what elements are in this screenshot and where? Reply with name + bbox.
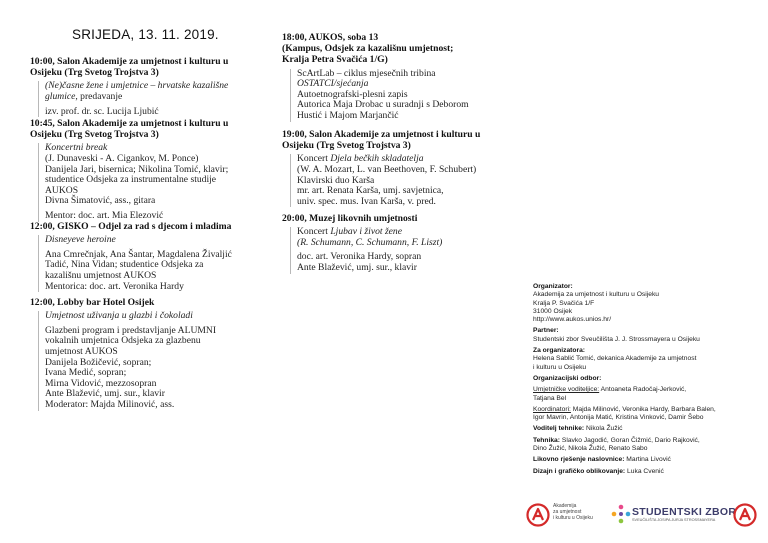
graphic-design-label: Dizajn i grafičko oblikovanje: <box>533 467 626 475</box>
event-details: Koncertni break (J. Dunaveski - A. Cigankov, M. Ponce) Danijela Jari, bisernica; Nikolina Tomić, klavir; studentice Odsjeka za instrumentalne studije AUKOS Divna Šimatović, ass., gitara Mentor: doc. art. Mia Elezović <box>38 143 258 221</box>
event-1900-salon <box>282 129 510 207</box>
event-details: (Ne)časne žene i umjetnice – hrvatske kazališne glumice, predavanje izv. prof. dr. sc. Lucija Ljubić <box>38 81 258 117</box>
concert-title-line: Koncert Ljubav i život žene <box>297 226 402 238</box>
concert-title-line: Koncert Djela bečkih skladatelja <box>297 153 424 165</box>
event-details: Umjetnost uživanja u glazbi i čokoladi Glazbeni program i predstavljanje ALUMNI vokalnih umjetnica Odsjeka za glazbenu umjetnost AUKOS Danijela Božičević, sopran; Ivana Medić, sopran; Mirna Vidović, mezzosopran Ante Blažević, umj. sur., klavir Moderator: Majda Milinović, ass. <box>38 311 258 410</box>
event-1045-salon <box>30 118 258 222</box>
event-2000-muzej <box>282 213 510 274</box>
event-heading: 10:45, Salon Akademije za umjetnost i kulturu u Osijeku (Trg Svetog Trojstva 3) <box>30 118 229 141</box>
day-title: SRIJEDA, 13. 11. 2019. <box>72 27 219 42</box>
event-heading: 20:00, Muzej likovnih umjetnosti <box>282 213 418 224</box>
tech-lead-label: Voditelj tehnike: <box>533 425 585 433</box>
partner-label: Partner: <box>533 327 559 335</box>
event-details: ScArtLab – ciklus mjesečnih tribina OSTATCI/sjećanja Autoetnografski-plesni zapis Autorica Maja Drobac u suradnji s Deborom Hustić i Majom Marjančić <box>290 69 510 122</box>
academy-logo-icon <box>526 503 550 527</box>
event-heading: 18:00, AUKOS, soba 13 (Kampus, Odsjek za kazališnu umjetnost; Kralja Petra Svačića 1/G) <box>282 32 454 66</box>
event-details: Disneyeve heroine Ana Cmrečnjak, Ana Šantar, Magdalena Živaljić Tadić, Nina Vidan; studentice Odsjeka za kazališnu umjetnost AUKOS Mentorica: doc. art. Veronika Hardy <box>38 235 258 292</box>
event-heading: 10:00, Salon Akademije za umjetnost i kulturu u Osijeku (Trg Svetog Trojstva 3) <box>30 56 229 79</box>
event-1200-lobby-bar <box>30 297 258 411</box>
event-details: Koncert Djela bečkih skladatelja (W. A. Mozart, L. van Beethoven, F. Schubert) Klavirski duo Karša mr. art. Renata Karša, umj. savjetnica, univ. spec. mus. Ivan Karša, v. pred. <box>290 154 510 207</box>
event-heading: 12:00, Lobby bar Hotel Osijek <box>30 297 155 308</box>
event-lecture-line: glumice, predavanje <box>45 91 123 102</box>
student-union-subtitle: SVEUČILIŠTA JOSIPA JURJA STROSSMAYERA <box>632 518 716 522</box>
credits-panel: Organizator: Akademija za umjetnost i kulturu u Osijeku Kralja P. Svačića 1/F 31000 Osijek http://www.aukos.unios.hr/ Partner: Studentski zbor Sveučilišta J. J. Strossmayera u Osijeku Za organizatora: Helena Sablić Tomić, dekanica Akademije za umjetnost i kulturu u Osijeku Organizacijski odbor: Umjetničke voditeljice: Antoaneta Radočaj-Jerković, Tatjana Bel Koordinatori: Majda Milinović, Veronika Hardy, Barbara Balen, Igor Mavrin, Antonija Matić, Kristina Vinković, Damir Šebo Voditelj tehnike: Nikola Žužić Tehnika: Slavko Jagodić, Goran Čižmić, Dario Rajković, Dino Žužić, Nikola Žužić, Renato Sabo Likovno rješenje naslovnice: Martina Livović Dizajn i grafičko oblikovanje: Luka Cvenić <box>533 283 763 479</box>
academy-logo-text: Akademija za umjetnost i kulturu u Osijeku <box>553 503 593 521</box>
website-link: http://www.aukos.unios.hr/ <box>533 316 612 324</box>
for-organizer-label: Za organizatora: <box>533 347 586 355</box>
event-heading: 19:00, Salon Akademije za umjetnost i kulturu u Osijeku (Trg Svetog Trojstva 3) <box>282 129 481 152</box>
event-details: Koncert Ljubav i život žene (R. Schumann, C. Schumann, F. Liszt) doc. art. Veronika Hardy, sopran Ante Blažević, umj. sur., klavir <box>290 227 510 273</box>
art-leads-label: Umjetničke voditeljice: <box>533 386 600 394</box>
student-union-title: STUDENTSKI ZBOR <box>632 506 737 518</box>
event-1800-aukos <box>282 32 510 122</box>
organizer-label: Organizator: <box>533 283 573 290</box>
student-union-logo-icon <box>611 504 631 524</box>
event-heading: 12:00, GISKO – Odjel za rad s djecom i mladima <box>30 221 232 232</box>
event-1200-gisko <box>30 221 258 292</box>
academy-logo-small-icon <box>733 503 757 527</box>
tech-label: Tehnika: <box>533 436 561 444</box>
coordinators-label: Koordinatori: <box>533 405 571 413</box>
cover-design-label: Likovno rješenje naslovnice: <box>533 456 625 464</box>
event-1000-salon <box>30 56 258 117</box>
committee-label: Organizacijski odbor: <box>533 374 602 382</box>
